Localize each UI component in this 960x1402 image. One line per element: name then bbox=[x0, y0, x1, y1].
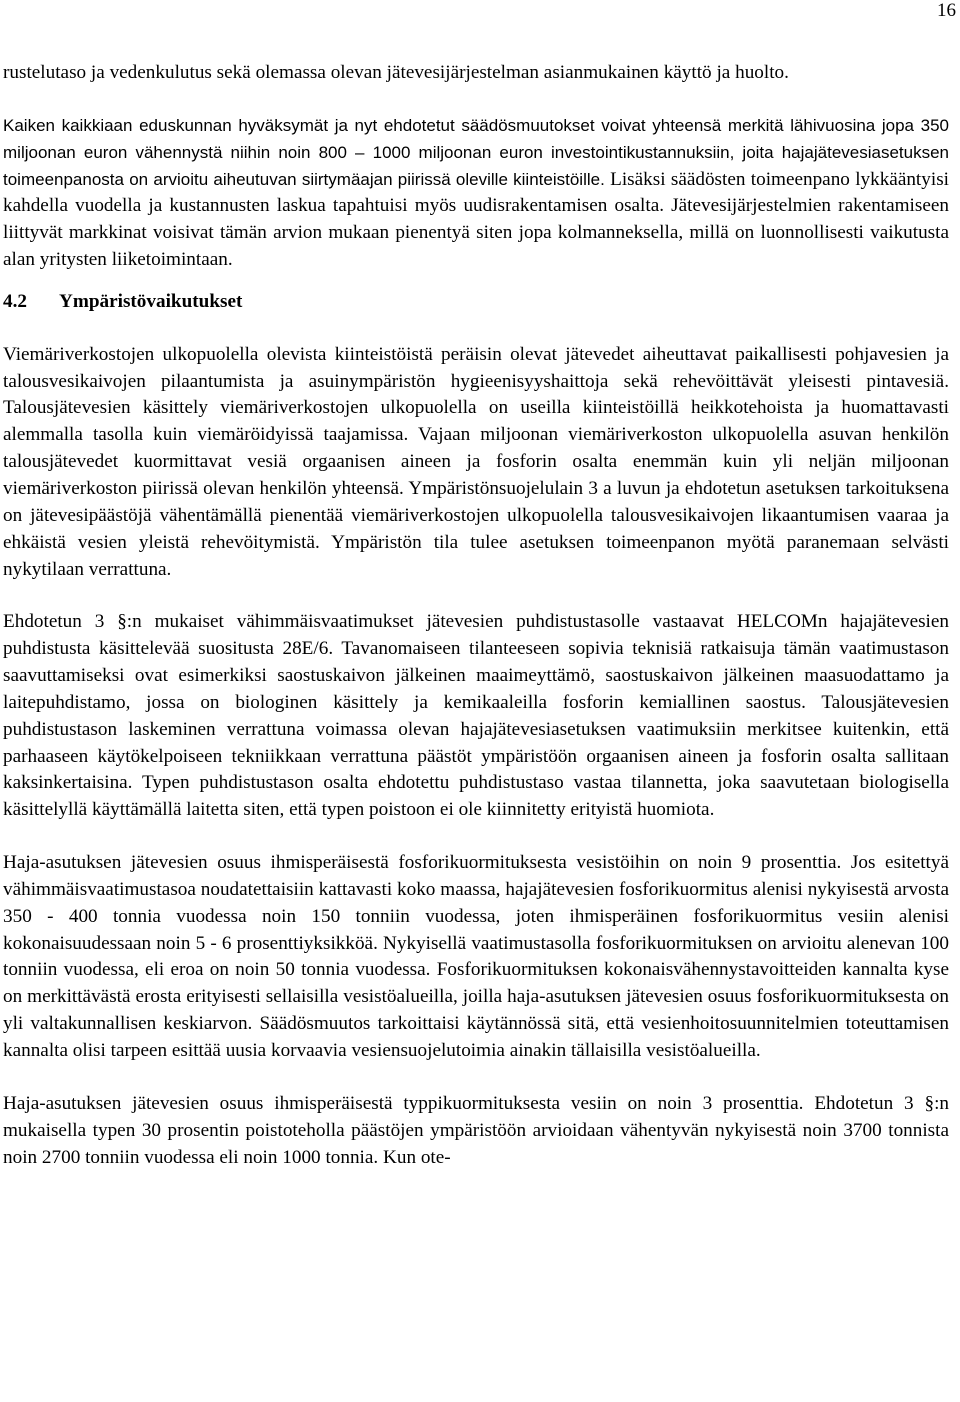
section-title: Ympäristövaikutukset bbox=[59, 290, 243, 312]
paragraph-phosphorus-load: Haja-asutuksen jätevesien osuus ihmisperäisestä fosforikuormituksesta vesistöihin on noin 9 prosenttia. Jos esitettyä vähimmäisvaatimustasoa noudatettaisiin kattavasti koko maassa, hajajätevesien fosforikuormitus alenisi nykyisestä arvosta 350 - 400 tonnia vuodessa noin 150 tonniin vuodessa, joten ihmisperäinen fosforikuormitus vesiin alenisi kokonaisuudessaan noin 5 - 6 prosenttiyksikköä. Nykyisellä vaatimustasolla fosforikuormituksen on arvioitu alenevan 100 tonniin vuodessa, eli eroa on noin 50 tonnia vuodessa. Fosforikuormituksen kokonaisvähennystavoitteiden kannalta kyse on merkittävästä erosta erityisesti sellaisilla vesistöalueilla, joilla haja-asutuksen jätevesien osuus fosforikuormituksesta on yli valtakunnallisen keskiarvon. Säädösmuutos tarkoittaisi käytännössä sitä, että vesienhoitosuunnitelmien toteuttamisen kannalta olisi tarpeen esittää uusia korvaavia vesiensuojelutoimia ainakin tällaisilla vesistöalueilla. bbox=[3, 852, 949, 1061]
paragraph-environmental-impact: Viemäriverkostojen ulkopuolella olevista kiinteistöistä peräisin olevat jätevedet aiheuttavat paikallisesti pohjavesien ja talousvesikaivojen pilaantumista ja asuinympäristön hygieenisyyshaittoja sekä rehevöittävät yleisesti pintavesiä. Talousjätevesien käsittely viemäriverkostojen ulkopuolella on useilla kiinteistöillä heikkotehoista ja huomattavasti alemmalla tasolla kuin viemäröidyissä taajamissa. Vajaan miljoonan viemäriverkoston ulkopuolella asuvan henkilön talousjätevedet kuormittavat vesiä orgaanisen aineen ja fosforin osalta enemmän kuin yli neljän miljoonan viemäriverkoston piirissä olevan henkilön yhteensä. Ympäristönsuojelulain 3 a luvun ja ehdotetun asetuksen tarkoituksena on jätevesipäästöjä vähentämällä pienentää viemäriverkostojen ulkopuolella talousvesikaivojen likaantumisen vaaraa ja ehkäistä vesien yleistä rehevöitymistä. Ympäristön tila tulee asetuksen toimeenpanon myötä paranemaan selvästi nykytilaan verrattuna. bbox=[3, 343, 949, 580]
paragraph-cost-impact bbox=[3, 113, 949, 274]
paragraph-cost-impact-part-2: Lisäksi säädösten toimeenpano lykkääntyisi kahdella vuodella ja kustannusten laskua tapahtuisi myös uudisrakentamisen osalta. Jätevesijärjestelmien rakentamiseen liittyvät markkinat voisivat tämän arvion mukaan pienentyä siten jopa kolmanneksella, millä on luonnollisesti vaikutusta alan yritysten liiketoimintaan. bbox=[3, 168, 949, 271]
section-number: 4.2 bbox=[3, 290, 27, 312]
paragraph-cost-impact-part-1: Kaiken kaikkiaan eduskunnan hyväksymät ja nyt ehdotetut säädösmuutokset voivat yhteensä merkitä lähivuosina jopa 350 miljoonan euron vähennystä niihin noin 800 – 1000 miljoonan euron investointikustannuksiin, joita hajajätevesiasetuksen toimeenpanosta on arvioitu aiheutuvan siirtymäajan piirissä oleville kiinteistöille. bbox=[3, 115, 949, 189]
section-heading bbox=[3, 289, 949, 316]
page-number: 16 bbox=[937, 0, 956, 21]
page-content bbox=[3, 60, 949, 1171]
paragraph-helcom-requirements: Ehdotetun 3 §:n mukaiset vähimmäisvaatimukset jätevesien puhdistustasolle vastaavat HELCOMn hajajätevesien puhdistusta käsittelevää suositusta 28E/6. Tavanomaiseen tilanteeseen sopivia teknisiä ratkaisuja tämän vaatimustason saavuttamiseksi ovat esimerkiksi saostuskaivon jälkeinen maaimeyttämö, saostuskaivon jälkeinen maasuodattamo ja laitepuhdistamo, jossa on biologinen käsittely ja kemikaaleilla fosforin kemiallinen saostus. Talousjätevesien puhdistustason laskeminen verrattuna voimassa olevan hajajätevesiasetuksen vaatimuksiin merkitsee kuitenkin, että parhaaseen käytökelpoiseen tekniikkaan verrattuna päästöt ympäristöön orgaanisen aineen ja fosforin osalta sallitaan kaksinkertaisina. Typen puhdistustason osalta ehdotettu puhdistustaso vastaa tilannetta, joka saavutetaan biologisella käsittelyllä käyttämällä laitetta siten, että typen poistoon ei ole kiinnitetty erityistä huomiota. bbox=[3, 611, 949, 821]
paragraph-intro-continuation: rustelutaso ja vedenkulutus sekä olemassa olevan jätevesijärjestelman asianmukainen käyttö ja huolto. bbox=[3, 62, 789, 83]
paragraph-nitrogen-load: Haja-asutuksen jätevesien osuus ihmisperäisestä typpikuormituksesta vesiin on noin 3 prosenttia. Ehdotetun 3 §:n mukaisella typen 30 prosentin poistoteholla päästöjen ympäristöön arvioidaan vähentyvän nykyisestä noin 3700 tonnista noin 2700 tonniin vuodessa eli noin 1000 tonnia. Kun ote- bbox=[3, 1092, 949, 1168]
